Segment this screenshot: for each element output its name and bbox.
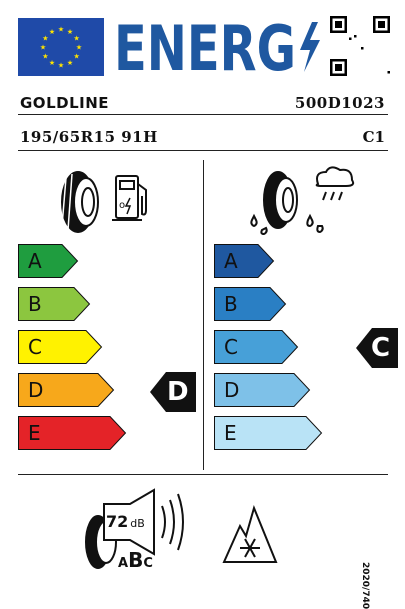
wet-grip-bar-e — [214, 416, 322, 450]
regulation-number: 2020/740 — [360, 562, 370, 609]
noise-value — [106, 512, 145, 531]
energy-bolt-icon — [300, 22, 320, 72]
wet-grip-bar-label: D — [224, 378, 240, 402]
fuel-bar-e — [18, 416, 126, 450]
svg-text:★: ★ — [48, 27, 56, 36]
fuel-bar-label: E — [28, 421, 41, 445]
fuel-bar-label: C — [28, 335, 42, 359]
wet-grip-bar-label: E — [224, 421, 237, 445]
svg-text:★: ★ — [73, 52, 80, 61]
svg-text:★: ★ — [39, 43, 47, 52]
noise-class-c: C — [143, 556, 153, 571]
wet-grip-bar-label: B — [224, 292, 238, 316]
tyre-size: 195/65R15 91H — [20, 128, 158, 146]
wet-grip-bar-label: C — [224, 335, 238, 359]
divider-mid — [18, 150, 388, 151]
three-peak-snowflake-icon — [220, 504, 280, 566]
svg-text:o: o — [119, 200, 126, 211]
energy-text: ENERG — [114, 12, 296, 85]
divider-top — [18, 114, 388, 115]
noise-db-unit: dB — [130, 517, 145, 530]
fuel-rating-arrow — [150, 372, 196, 412]
svg-text:★: ★ — [48, 59, 56, 68]
svg-text:★: ★ — [66, 59, 74, 68]
eu-flag-icon — [18, 18, 104, 76]
svg-text:★: ★ — [73, 34, 80, 43]
tyre-class: C1 — [362, 128, 385, 146]
svg-text:★: ★ — [66, 27, 74, 36]
noise-db-value: 72 — [106, 512, 129, 531]
wet-grip-bar-a — [214, 244, 274, 278]
fuel-bar-b — [18, 287, 90, 321]
svg-text:★: ★ — [42, 52, 49, 61]
noise-class-a: A — [118, 556, 129, 571]
fuel-bar-label: D — [28, 378, 44, 402]
qr-code-icon — [330, 16, 390, 76]
fuel-bar-a — [18, 244, 78, 278]
wet-grip-rating-letter: C — [371, 333, 391, 363]
svg-text:★: ★ — [57, 25, 65, 34]
svg-text:★: ★ — [75, 43, 83, 52]
column-divider — [203, 160, 204, 470]
fuel-bar-label: A — [28, 249, 42, 273]
product-id: 500D1023 — [294, 94, 385, 112]
fuel-bar-d — [18, 373, 114, 407]
wet-grip-bar-c — [214, 330, 298, 364]
energy-heading — [114, 12, 324, 85]
svg-text:★: ★ — [42, 34, 49, 43]
fuel-rating-letter: D — [167, 377, 189, 407]
fuel-bar-c — [18, 330, 102, 364]
wet-grip-bar-d — [214, 373, 310, 407]
fuel-pump-tyre-icon — [56, 164, 156, 236]
wet-grip-bar-label: A — [224, 249, 238, 273]
divider-bottom — [18, 474, 388, 475]
brand-name: GOLDLINE — [20, 94, 110, 112]
rain-cloud-tyre-icon — [248, 164, 358, 236]
svg-text:★: ★ — [57, 61, 65, 70]
noise-class-b: B — [128, 548, 144, 572]
noise-class — [118, 548, 153, 572]
fuel-bar-label: B — [28, 292, 42, 316]
wet-grip-rating-arrow — [356, 328, 398, 368]
wet-grip-bar-b — [214, 287, 286, 321]
